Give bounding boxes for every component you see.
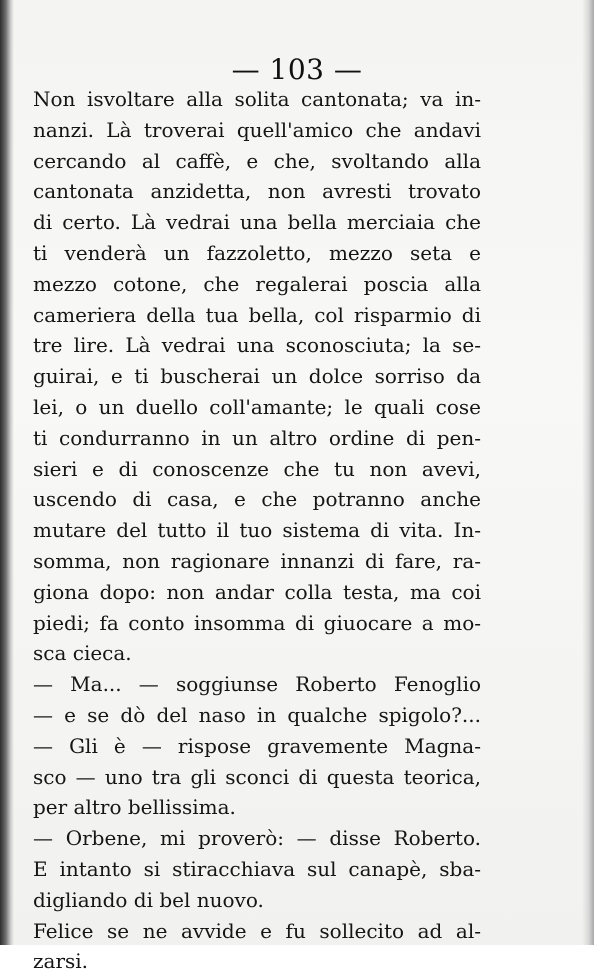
text-line: giona dopo: non andar colla testa, ma coi [33,579,481,604]
text-line: — Orbene, mi proverò: — disse Roberto. [33,826,481,851]
text-line: mezzo cotone, che regalerai poscia alla [33,271,481,296]
text-line: uscendo di casa, e che potranno anche [33,487,481,512]
text-line: piedi; fa conto insomma di giuocare a mo- [33,610,481,635]
text-line: somma, non ragionare innanzi di fare, ra- [33,548,481,573]
text-line: — Gli è — rispose gravemente Magna- [33,733,481,758]
text-line: nanzi. Là troverai quell'amico che andavi [33,117,481,142]
text-line: sieri e di conoscenze che tu non avevi, [33,456,481,481]
text-line: — e se dò del naso in qualche spigolo?... [33,702,481,727]
text-line: zarsi. [33,949,89,974]
text-line: — Ma... — soggiunse Roberto Fenoglio [33,672,481,697]
text-line: per altro bellissima. [33,795,236,820]
text-line: sca cieca. [33,641,132,666]
text-line: sco — uno tra gli sconci di questa teorica, [33,764,481,789]
text-line: tre lire. Là vedrai una sconosciuta; la se- [33,333,481,358]
page-number: — 103 — [231,53,363,86]
text-line: Non isvoltare alla solita cantonata; va in- [33,87,481,111]
page-right-edge [582,0,594,945]
text-line: cercando al caffè, e che, svoltando alla [33,148,481,173]
page-left-edge [0,0,14,945]
text-line: cantonata anzidetta, non avresti trovato [33,179,481,204]
text-line: ti condurranno in un altro ordine di pen- [33,425,481,450]
text-line: Felice se ne avvide e fu sollecito ad al- [33,918,481,943]
text-line: mutare del tutto il tuo sistema di vita. In- [33,518,481,543]
text-line: ti venderà un fazzoletto, mezzo seta e [33,240,481,265]
text-line: E intanto si stiracchiava sul canapè, sba- [33,856,481,881]
text-line: cameriera della tua bella, col risparmio di [33,302,481,327]
text-line: di certo. Là vedrai una bella merciaia che [33,210,481,235]
text-line: guirai, e ti buscherai un dolce sorriso da [33,364,481,389]
text-line: lei, o un duello coll'amante; le quali cose [33,394,481,419]
text-line: digliando di bel nuovo. [33,887,264,912]
body-text [33,84,481,977]
